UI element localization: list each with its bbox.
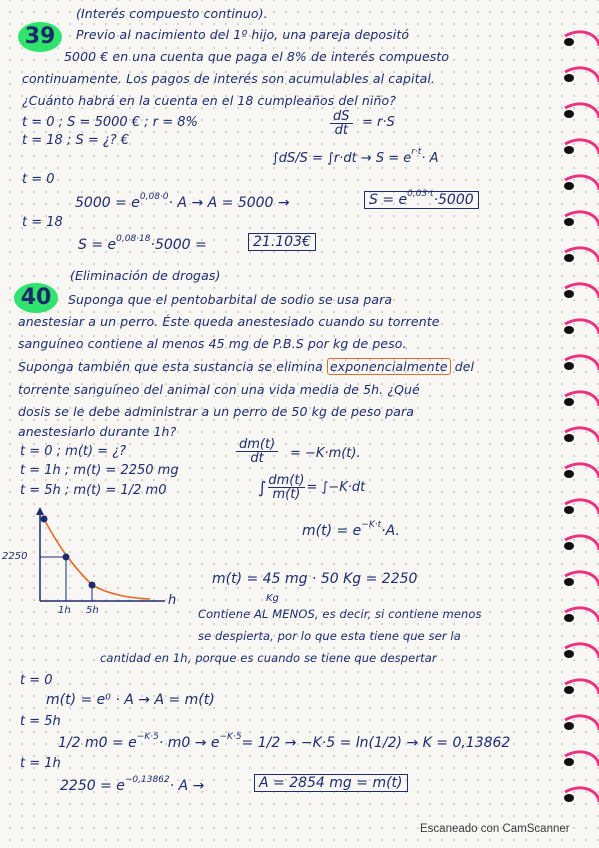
problem-39-line-3: continuamente. Los pagos de interés son acumulables al capital. [22, 71, 435, 86]
condition-3: t = 5h ; m(t) = 1/2 m0 [20, 483, 167, 498]
de-40-rhs: = −K·m(t). [290, 446, 361, 461]
problem-39-line-1: Previo al nacimiento del 1º hijo, una pareja depositó [76, 27, 410, 42]
condition-1: t = 0 ; m(t) = ¿? [20, 444, 127, 459]
problem-40-title: (Eliminación de drogas) [70, 268, 221, 283]
solution-general: $m(t) = e^{-K\cdot t}\cdot A$. [302, 520, 400, 539]
t0-equation: $5000 = e^{0,08\cdot 0}\cdot A \to A = 5000$ → [75, 192, 290, 211]
scanner-watermark: Escaneado con CamScanner [420, 823, 570, 835]
problem-39-line-2: 5000 € en una cuenta que paga el 8% de interés compuesto [64, 49, 450, 64]
problem-40-line-2: anestesiar a un perro. Éste queda anestesiado cuando su torrente [18, 314, 440, 329]
p40-t1-eq: $2250 = e^{-0,13862}\cdot A$ → [60, 775, 205, 794]
p40-t5-label: t = 5h [20, 714, 61, 729]
problem-40-line-1: Suponga que el pentobarbital de sodio se usa para [68, 292, 393, 307]
mass-unit-fraction: Kg [266, 593, 279, 604]
int-40: ∫ $\frac{dm(t)}{m(t)}$ = ∫−K·dt [258, 473, 366, 502]
p40-final-boxed-result: A = 2854 mg = m(t) [254, 774, 408, 792]
de-40-fraction: dm(t) dt [236, 438, 278, 465]
given-line-2: t = 18 ; S = ¿? € [22, 133, 130, 148]
condition-2: t = 1h ; m(t) = 2250 mg [20, 463, 179, 478]
problem-40-line-4: Suponga también que esta sustancia se elimina exponencialmente del [18, 359, 475, 374]
de-rhs: = r·S [362, 115, 395, 130]
p40-t0-label: t = 0 [20, 673, 53, 688]
problem-40-badge: 40 [14, 283, 58, 313]
note-line-2: se despierta, por lo que esta tiene que ser la [198, 629, 461, 643]
graph-x-tick-1h: 1h [58, 605, 71, 616]
problem-40-line-5: torrente sanguíneo del animal con una vida media de 5h. ¿Qué [18, 382, 420, 397]
problem-40-line-6: dosis se le debe administrar a un perro de 50 kg de peso para [18, 404, 415, 419]
integral-line: $\int dS/S = \int r\cdot dt \to S = e^{r\cdot t}\cdot A$ [272, 147, 439, 166]
p40-t5-eq: 1/2 $m0 = e^{-K\cdot 5}\cdot m0 \to e^{-K\cdot 5}= 1/2 \to -K\cdot 5 = \ln(1/2) \to K = 0,13862$ [58, 732, 511, 751]
t18-equation: $S = e^{0,08\cdot 18}\cdot 5000$ = [78, 234, 207, 253]
given-line-1: t = 0 ; S = 5000 € ; r = 8% [22, 115, 198, 130]
spiral-binding [559, 0, 599, 848]
note-line-3: cantidad en 1h, porque es cuando se tiene que despertar [100, 651, 437, 665]
note-line-1: Contiene AL MENOS, es decir, si contiene menos [198, 607, 482, 621]
mass-equation: m(t) = 45 mg · 50 Kg = 2250 [212, 571, 418, 587]
problem-39-badge: 39 [18, 22, 62, 52]
t0-label: t = 0 [22, 172, 55, 187]
p40-t1-label: t = 1h [20, 756, 61, 771]
problem-40-line-3: sanguíneo contiene al menos 45 mg de P.B.S por kg de peso. [18, 336, 407, 351]
graph-x-axis-label: h [168, 593, 177, 608]
t18-boxed-result: 21.103€ [248, 233, 316, 251]
p40-t0-eq: m(t) = e⁰ · A → A = m(t) [46, 692, 215, 708]
de-fraction: dS dt [330, 110, 353, 137]
graph-y-label: 2250 [2, 551, 28, 562]
problem-39-title: (Interés compuesto continuo). [76, 6, 268, 21]
t0-boxed-result: $S = e^{0,03\cdot t}\cdot 5000$ [364, 191, 479, 209]
highlighted-word: exponencialmente [327, 358, 451, 375]
t18-label: t = 18 [22, 215, 63, 230]
graph-x-tick-5h: 5h [86, 605, 99, 616]
problem-39-line-4: ¿Cuánto habrá en la cuenta en el 18 cumpleaños del niño? [22, 93, 396, 108]
problem-40-line-7: anestesiarlo durante 1h? [18, 424, 177, 439]
